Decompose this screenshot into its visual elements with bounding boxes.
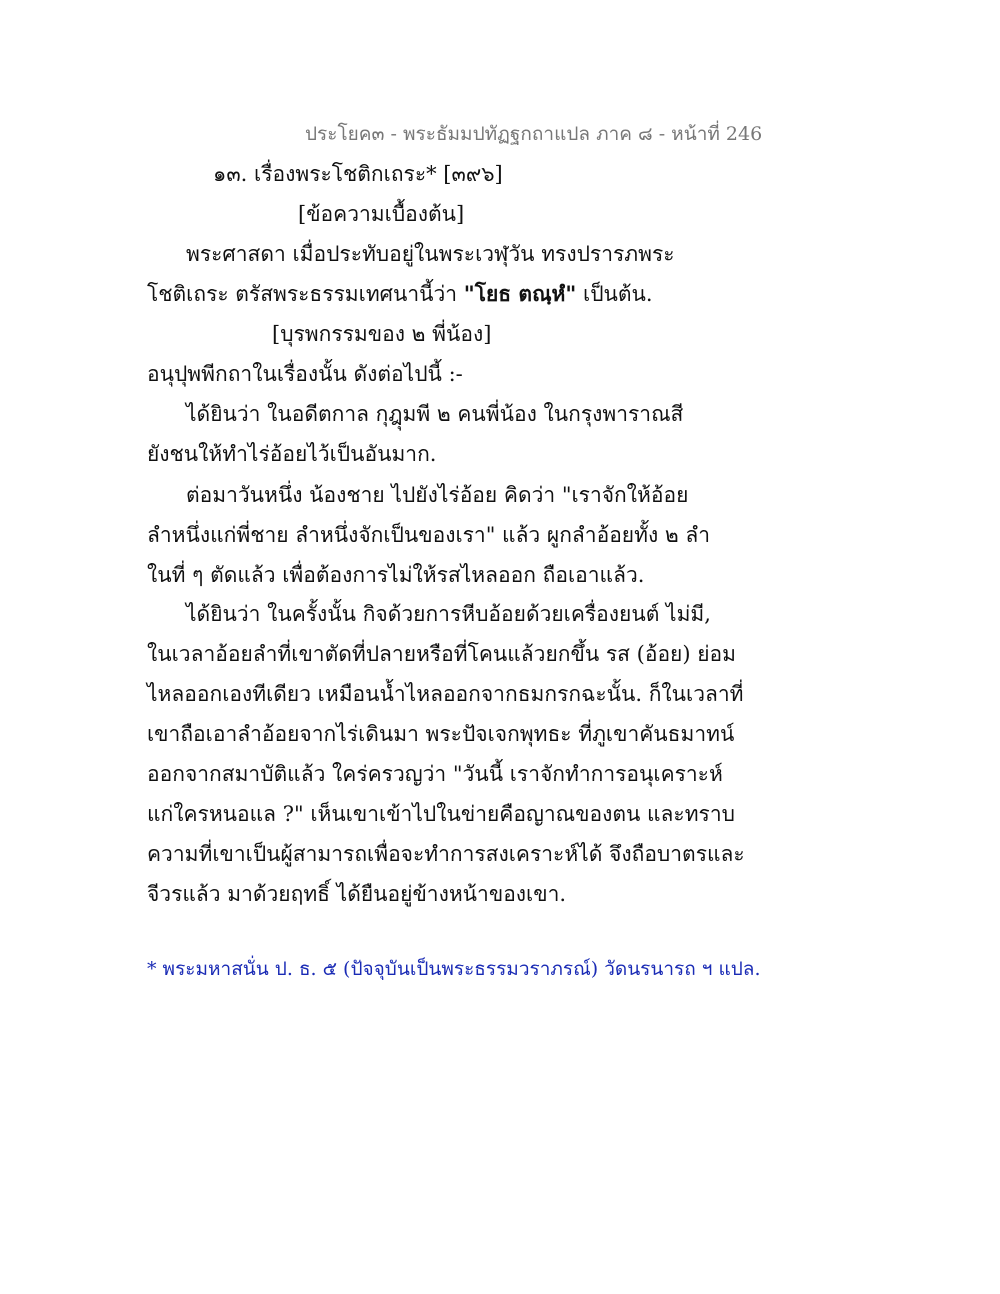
paragraph-line bbox=[147, 280, 653, 308]
text-run: โชติเถระ ตรัสพระธรรมเทศนานี้ว่า bbox=[147, 282, 458, 306]
running-head: ประโยค๓ - พระธัมมปทัฏฐกถาแปล ภาค ๘ - หน้าที่ 246 bbox=[305, 123, 763, 145]
section-heading-intro: [ข้อความเบื้องต้น] bbox=[298, 202, 465, 226]
paragraph-line: ลำหนึ่งแก่พี่ชาย ลำหนึ่งจักเป็นของเรา" แล้ว ผูกลำอ้อยทั้ง ๒ ลำ bbox=[147, 523, 711, 547]
pali-quote: "โยธ ตณฺหํ" bbox=[463, 281, 577, 306]
paragraph-line: อนุปุพพีกถาในเรื่องนั้น ดังต่อไปนี้ :- bbox=[147, 362, 463, 386]
paragraph-line: ในเวลาอ้อยลำที่เขาตัดที่ปลายหรือที่โคนแล้วยกขึ้น รส (อ้อย) ย่อม bbox=[147, 642, 736, 666]
paragraph-line: ในที่ ๆ ตัดแล้ว เพื่อต้องการไม่ให้รสไหลออก ถือเอาแล้ว. bbox=[147, 563, 645, 587]
footnote: * พระมหาสนั่น ป. ธ. ๕ (ปัจจุบันเป็นพระธรรมวราภรณ์) วัดนรนารถ ฯ แปล. bbox=[147, 958, 761, 980]
paragraph-line: ยังชนให้ทำไร่อ้อยไว้เป็นอันมาก. bbox=[147, 442, 437, 466]
paragraph-line: ต่อมาวันหนึ่ง น้องชาย ไปยังไร่อ้อย คิดว่า "เราจักให้อ้อย bbox=[186, 483, 689, 507]
section-heading-past: [บุรพกรรมของ ๒ พี่น้อง] bbox=[272, 322, 492, 346]
story-title: ๑๓. เรื่องพระโชติกเถระ* [๓๙๖] bbox=[213, 162, 503, 186]
paragraph-line: ได้ยินว่า ในอดีตกาล กุฎุมพี ๒ คนพี่น้อง ในกรุงพาราณสี bbox=[186, 402, 684, 426]
paragraph-line: ได้ยินว่า ในครั้งนั้น กิจด้วยการหีบอ้อยด้วยเครื่องยนต์ ไม่มี, bbox=[186, 602, 711, 626]
text-run: เป็นต้น. bbox=[583, 282, 653, 306]
paragraph-line: เขาถือเอาลำอ้อยจากไร่เดินมา พระปัจเจกพุทธะ ที่ภูเขาคันธมาทน์ bbox=[147, 722, 735, 746]
paragraph-line: แก่ใครหนอแล ?" เห็นเขาเข้าไปในข่ายคือญาณของตน และทราบ bbox=[147, 802, 735, 826]
paragraph-line: ความที่เขาเป็นผู้สามารถเพื่อจะทำการสงเคราะห์ได้ จึงถือบาตรและ bbox=[147, 842, 745, 866]
paragraph-line: ไหลออกเองทีเดียว เหมือนน้ำไหลออกจากธมกรกฉะนั้น. ก็ในเวลาที่ bbox=[147, 682, 744, 706]
paragraph-line: จีวรแล้ว มาด้วยฤทธิ์ ได้ยืนอยู่ข้างหน้าของเขา. bbox=[147, 882, 567, 906]
paragraph-line: พระศาสดา เมื่อประทับอยู่ในพระเวฬุวัน ทรงปรารภพระ bbox=[186, 242, 675, 266]
paragraph-line: ออกจากสมาบัติแล้ว ใคร่ครวญว่า "วันนี้ เราจักทำการอนุเคราะห์ bbox=[147, 762, 723, 786]
